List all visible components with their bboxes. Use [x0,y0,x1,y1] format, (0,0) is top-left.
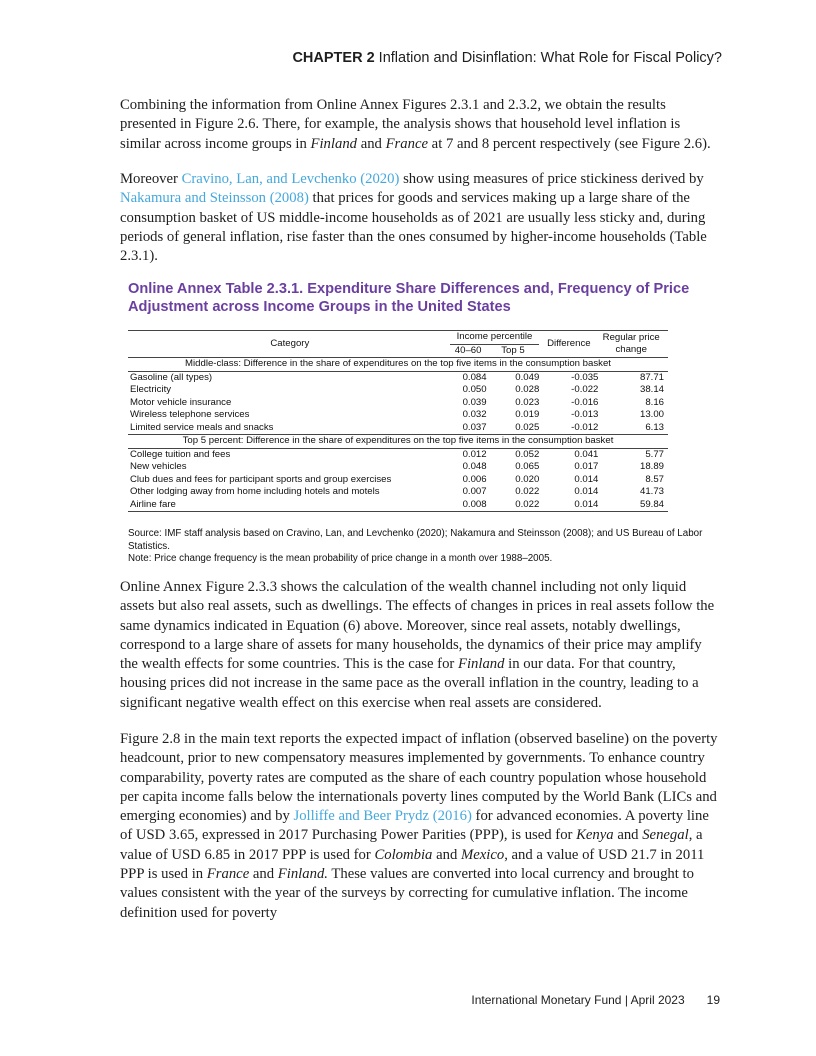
citation-link-nakamura[interactable]: Nakamura and Steinsson (2008) [120,190,309,207]
section-row [128,435,668,449]
cell-price-change: 5.77 [645,448,664,460]
section-row [128,358,668,372]
country-finland: Finland [457,656,505,673]
cell-p40-60: 0.012 [462,448,487,460]
cell-top5: 0.020 [515,473,540,485]
header-p40-60: 40–60 [454,344,482,356]
table-row [128,397,668,410]
table-row [128,461,668,474]
cell-p40-60: 0.006 [462,473,487,485]
table-row [128,371,668,384]
text: Moreover [120,171,182,187]
paragraph-4 [120,730,720,923]
chapter-label: CHAPTER 2 [292,50,375,66]
cell-category: New vehicles [130,461,187,472]
cell-category: Airline fare [128,499,450,512]
cell-price-change: 8.16 [645,396,664,408]
cell-p40-60: 0.007 [462,486,487,497]
country-finland: Finland [310,135,358,152]
cell-difference: -0.016 [571,396,599,408]
expenditure-table [128,330,668,512]
cell-difference: 0.017 [574,461,599,472]
table-note: Note: Price change frequency is the mean probability of price change in a month over 1988–2005. [128,553,553,564]
country-senegal: Senegal [642,827,689,844]
cell-category: Other lodging away from home including hotels and motels [130,486,380,497]
cell-price-change: 13.00 [639,409,664,420]
table-row [128,409,668,422]
table-row [128,422,668,435]
page-footer [471,993,720,1007]
text: , and a value of USD 21.7 in 2011 PPP is used in [120,846,705,883]
table-row [128,474,668,487]
header-difference: Difference [539,331,598,358]
text: Online Annex Figure 2.3.3 shows the calculation of the wealth channel including not only liquid assets but also real assets, such as dwellings. The effects of changes in prices in real assets follow the same dynamics indicated in Equation (6) above. Moreover, since real assets, notably dwellings, correspond to a large share of assets for many households, the dynamics of their price may amplify the wealth effects for some countries. This is the case for [120,579,715,673]
table-title: Online Annex Table 2.3.1. Expenditure Share Differences and, Frequency of Price Adjustment across Income Groups in the United States [128,281,690,315]
cell-p40-60: 0.039 [462,396,487,408]
paragraph-3 [120,578,720,713]
table-row [128,448,668,461]
country-mexico: Mexico [460,846,505,863]
text: and [432,846,461,863]
table-row [128,499,668,512]
section-label-middle-class: Middle-class: Difference in the share of expenditures on the top five items in the consumption basket [128,358,668,372]
country-france: France [385,135,428,152]
page-header [292,50,722,66]
country-france: France [206,866,250,883]
cell-top5: 0.049 [515,371,540,383]
cell-category: Limited service meals and snacks [128,422,450,435]
text: in our data. For that country, housing prices did not increase in the same pace as the overall inflation in the country, leading to a significant negative wealth effect on this exercise when real assets are considered. [120,656,699,711]
cell-price-change: 38.14 [639,384,664,395]
text: and [249,866,278,883]
table-notes [128,528,718,566]
text: at 7 and 8 percent respectively (see Figure 2.6). [428,135,711,152]
cell-difference: -0.012 [539,422,598,435]
cell-top5: 0.028 [515,384,540,395]
cell-top5: 0.065 [515,461,540,472]
cell-top5: 0.022 [487,499,540,512]
text: Figure 2.8 in the main text reports the expected impact of inflation (observed baseline) on the poverty headcount, prior to new compensatory measures implemented by governments. To enhance country comparability, poverty rates are computed as the share of each country population whose household per capita income falls below the internationals poverty lines computed by the World Bank (LICs and emerging economies) and by [120,731,718,825]
cell-difference: 0.041 [574,448,599,460]
cell-price-change: 6.13 [598,422,668,435]
page-number: 19 [706,993,720,1007]
footer-text: International Monetary Fund | April 2023 [471,993,685,1007]
cell-p40-60: 0.050 [462,384,487,395]
paragraph-2 [120,170,720,266]
cell-top5: 0.052 [515,448,540,460]
cell-p40-60: 0.037 [450,422,487,435]
cell-p40-60: 0.008 [450,499,487,512]
text: and [357,135,386,152]
cell-difference: -0.035 [571,371,599,383]
cell-top5: 0.025 [487,422,540,435]
cell-top5: 0.023 [515,396,540,408]
header-income-percentile: Income percentile [450,331,540,345]
header-category: Category [128,331,450,358]
section-label-top5: Top 5 percent: Difference in the share of expenditures on the top five items in the consumption basket [128,435,668,449]
table-source: Source: IMF staff analysis based on Cravino, Lan, and Levchenko (2020); Nakamura and Steinsson (2008); and US Bureau of Labor Statistics. [128,528,703,552]
cell-difference: -0.022 [571,384,599,395]
chapter-title: Inflation and Disinflation: What Role for Fiscal Policy? [378,50,722,66]
text: for advanced economies. A poverty line of USD 3.65, expressed in 2017 Purchasing Power Parities (PPP), is used for [120,808,709,844]
citation-link-cravino[interactable]: Cravino, Lan, and Levchenko (2020) [181,171,400,187]
text: Combining the information from Online Annex Figures 2.3.1 and 2.3.2, we obtain the results presented in Figure 2.6. There, for example, the analysis shows that household level inflation is similar across income groups in [120,97,681,152]
cell-difference: 0.014 [539,499,598,512]
cell-price-change: 59.84 [598,499,668,512]
citation-link-jolliffe[interactable]: Jolliffe and Beer Prydz (2016) [293,808,472,825]
cell-category: Club dues and fees for participant sports and group exercises [130,473,392,485]
cell-price-change: 18.89 [639,461,664,472]
cell-top5: 0.019 [515,409,540,420]
cell-category: Electricity [130,384,172,395]
country-kenya: Kenya [576,827,614,844]
cell-price-change: 41.73 [639,486,664,497]
cell-price-change: 8.57 [645,473,664,485]
cell-top5: 0.022 [515,486,540,497]
table-row [128,384,668,397]
header-top5: Top 5 [501,344,525,356]
cell-difference: 0.014 [574,486,599,497]
cell-category: Gasoline (all types) [130,371,213,383]
cell-category: Motor vehicle insurance [130,396,232,408]
cell-category: College tuition and fees [130,448,231,460]
text: show using measures of price stickiness derived by [399,171,704,187]
cell-difference: -0.013 [571,409,599,420]
paragraph-1 [120,96,720,154]
country-colombia: Colombia [374,846,433,863]
country-finland: Finland. [277,866,328,883]
text: , a value of USD 6.85 in 2017 PPP is used for [120,827,703,863]
cell-p40-60: 0.048 [462,461,487,472]
table-row [128,486,668,499]
header-regular-price-change: Regular price change [598,331,668,358]
text: that prices for goods and services making up a large share of the consumption basket of US middle-income households as of 2021 are usually less sticky and, during periods of general inflation, rise faster than the ones consumed by higher-income households (Table 2.3.1). [120,190,707,265]
cell-category: Wireless telephone services [130,409,250,420]
cell-price-change: 87.71 [639,371,664,383]
text: These values are converted into local currency and brought to values consistent with the year of the surveys by correcting for cumulative inflation. The income definition used for poverty [120,866,694,921]
cell-p40-60: 0.032 [462,409,487,420]
cell-p40-60: 0.084 [462,371,487,383]
text: and [613,827,643,844]
cell-difference: 0.014 [574,473,599,485]
